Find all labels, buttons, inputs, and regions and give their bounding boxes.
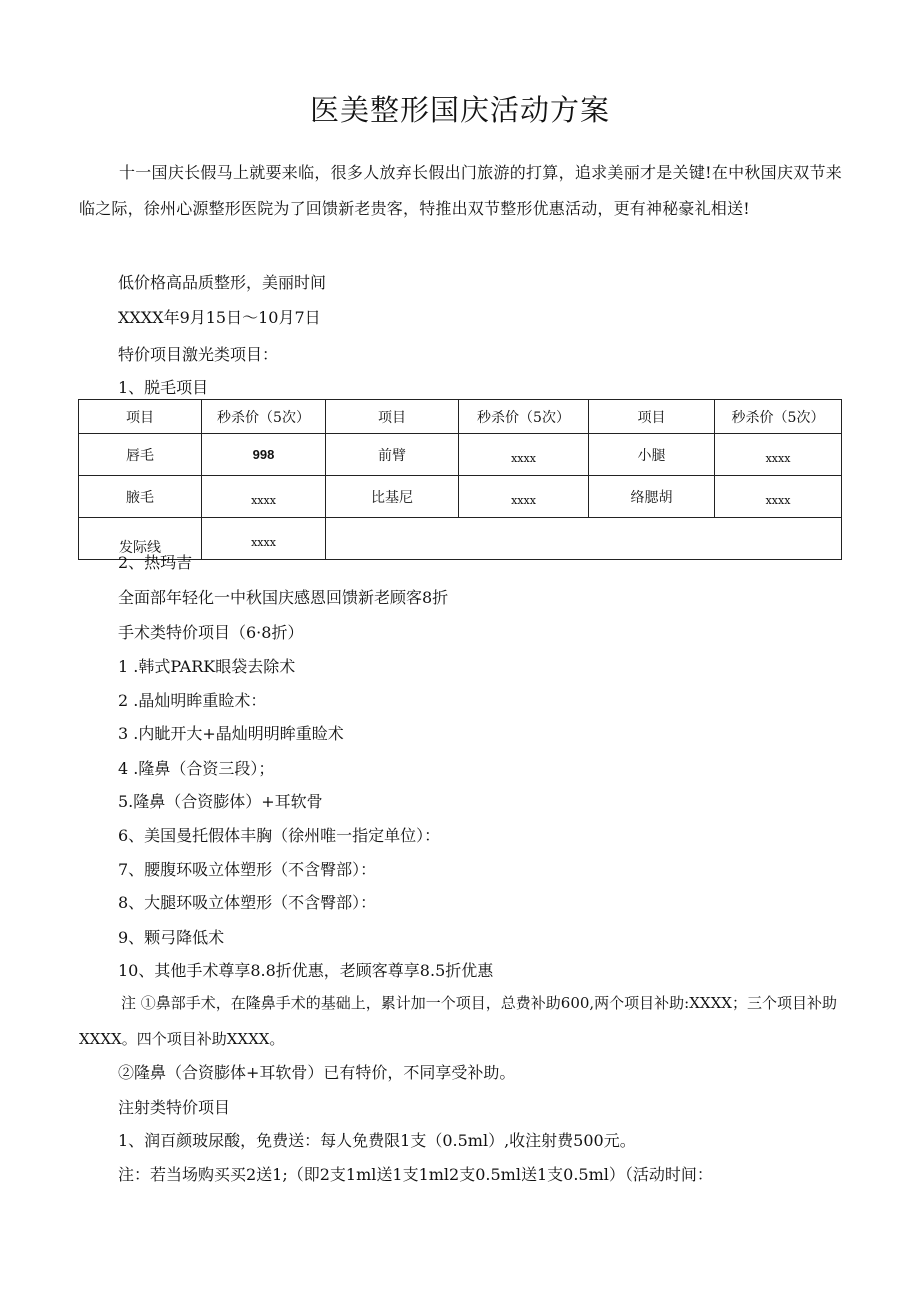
nose-surgery-note: 注 ①鼻部手术，在隆鼻手术的基础上，累计加一个项目，总费补助600,两个项目补助:XXXX；三个项目补助XXXX。四个项目补助XXXX。 bbox=[79, 994, 837, 1048]
slogan-line: 低价格高品质整形，美丽时间 bbox=[118, 273, 327, 292]
table-header-item: 项目 bbox=[79, 400, 202, 434]
table-cell-price: xxxx bbox=[715, 434, 842, 476]
surgery-item: 10、其他手术尊享8.8折优惠，老顾客尊享8.5折优惠 bbox=[118, 961, 494, 980]
surgery-heading: 手术类特价项目（6·8折） bbox=[118, 623, 304, 642]
table-row bbox=[79, 476, 842, 518]
table-cell-price: xxxx bbox=[202, 518, 326, 560]
surgery-item: 6、美国曼托假体丰胸（徐州唯一指定单位）： bbox=[118, 826, 441, 845]
injection-item: 1、润百颜玻尿酸，免费送：每人免费限1支（0.5ml）,收注射费500元。 bbox=[118, 1131, 636, 1150]
surgery-item: 2 .晶灿明眸重睑术： bbox=[118, 691, 267, 710]
laser-heading: 特价项目激光类项目： bbox=[118, 345, 279, 364]
table-cell-item: 唇毛 bbox=[79, 434, 202, 476]
table-cell-item: 发际线 bbox=[79, 518, 202, 560]
thermage-desc: 全面部年轻化一中秋国庆感恩回馈新老顾客8折 bbox=[118, 588, 449, 607]
table-cell-price: xxxx bbox=[459, 434, 589, 476]
table-header-item: 项目 bbox=[589, 400, 715, 434]
table-cell-item: 前臂 bbox=[326, 434, 459, 476]
surgery-item: 1 .韩式PARK眼袋去除术 bbox=[118, 657, 296, 676]
surgery-item: 8、大腿环吸立体塑形（不含臀部）： bbox=[118, 893, 377, 912]
surgery-item: 3 .内眦开大+晶灿明明眸重睑术 bbox=[118, 724, 344, 743]
nose-surgery-note-2: ②隆鼻（合资膨体+耳软骨）已有特价，不同享受补助。 bbox=[118, 1063, 516, 1082]
table-header-price: 秒杀价（5次） bbox=[715, 400, 842, 434]
surgery-item: 9、颗弓降低术 bbox=[118, 928, 225, 947]
hair-removal-heading: 1、脱毛项目 bbox=[118, 378, 209, 397]
thermage-heading: 2、热玛吉 bbox=[118, 553, 193, 572]
table-cell-item: 腋毛 bbox=[79, 476, 202, 518]
table-row bbox=[79, 518, 842, 560]
injection-heading: 注射类特价项目 bbox=[118, 1098, 231, 1117]
surgery-item: 4 .隆鼻（合资三段）； bbox=[118, 759, 275, 778]
injection-note: 注：若当场购买买2送1;（即2支1ml送1支1ml2支0.5ml送1支0.5ml）（活动时间： bbox=[118, 1165, 713, 1184]
table-header-row bbox=[79, 400, 842, 434]
table-cell-item: 比基尼 bbox=[326, 476, 459, 518]
table-cell-price: 998 bbox=[202, 434, 326, 476]
table-cell-price: xxxx bbox=[459, 476, 589, 518]
table-header-item: 项目 bbox=[326, 400, 459, 434]
table-cell-item: 络腮胡 bbox=[589, 476, 715, 518]
table-row bbox=[79, 434, 842, 476]
table-header-price: 秒杀价（5次） bbox=[202, 400, 326, 434]
surgery-item: 7、腰腹环吸立体塑形（不含臀部）： bbox=[118, 860, 377, 879]
table-cell-empty bbox=[326, 518, 842, 560]
hair-removal-price-table bbox=[78, 399, 842, 560]
table-cell-item: 小腿 bbox=[589, 434, 715, 476]
table-header-price: 秒杀价（5次） bbox=[459, 400, 589, 434]
activity-date: XXXX年9月15日～10月7日 bbox=[118, 308, 321, 327]
table-cell-price: xxxx bbox=[202, 476, 326, 518]
document-title: 医美整形国庆活动方案 bbox=[309, 93, 610, 127]
surgery-item: 5.隆鼻（合资膨体）+耳软骨 bbox=[118, 792, 323, 811]
intro-paragraph: 十一国庆长假马上就要来临，很多人放弃长假出门旅游的打算，追求美丽才是关键!在中秋国庆双节来临之际，徐州心源整形医院为了回馈新老贵客，特推出双节整形优惠活动，更有神秘豪礼相送! bbox=[79, 163, 842, 218]
table-cell-price: xxxx bbox=[715, 476, 842, 518]
